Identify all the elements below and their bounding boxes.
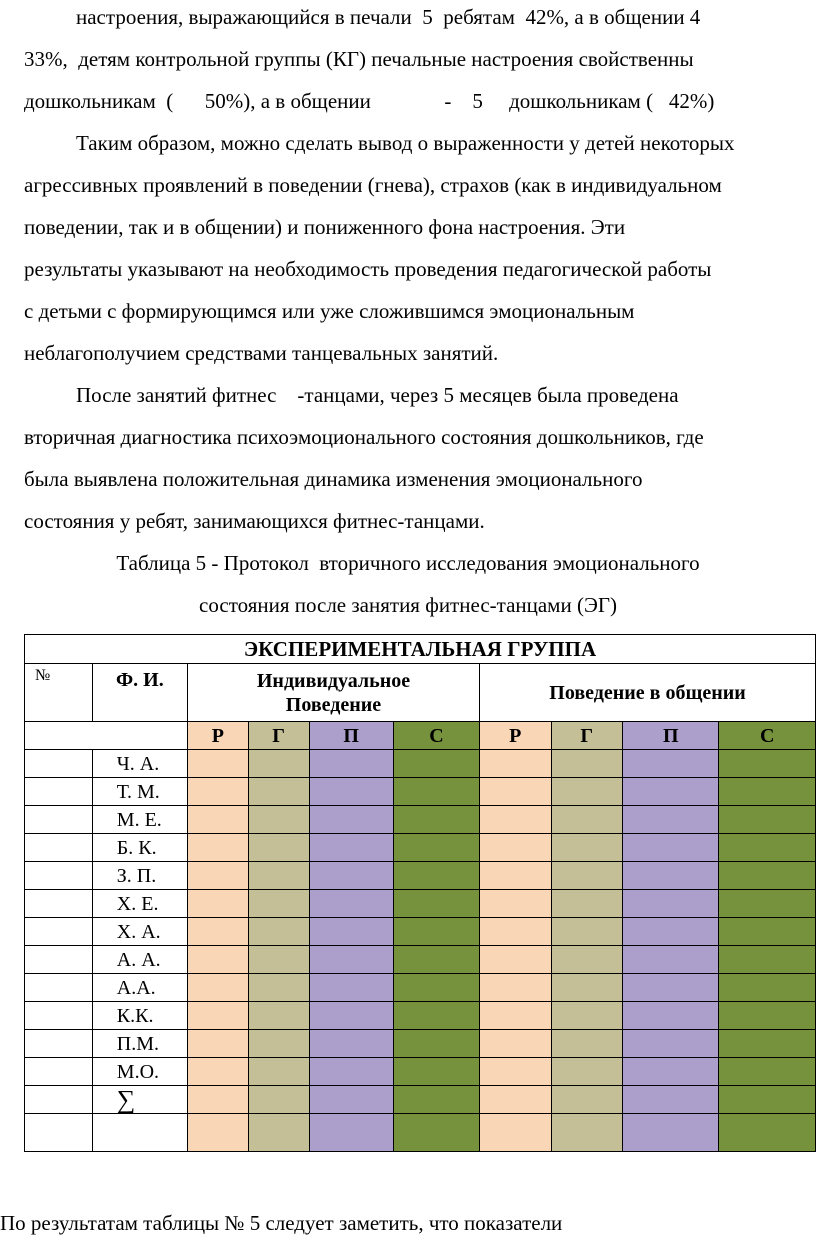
row-name-cell: Ч. А. [92, 750, 187, 778]
paragraph-line: После занятий фитнес -танцами, через 5 месяцев была проведена [76, 383, 679, 407]
score-cell [480, 974, 551, 1002]
table-row [25, 1058, 816, 1086]
row-number-cell [25, 974, 93, 1002]
score-cell [622, 974, 719, 1002]
score-cell [309, 1086, 393, 1114]
score-cell [719, 862, 816, 890]
score-cell [480, 834, 551, 862]
row-number-cell [25, 1030, 93, 1058]
score-cell [480, 862, 551, 890]
column-number-header: № [25, 664, 93, 722]
score-cell [719, 946, 816, 974]
row-number-cell [25, 1086, 93, 1114]
table-row [25, 806, 816, 834]
row-name-cell: М.О. [92, 1058, 187, 1086]
score-cell [551, 1114, 622, 1152]
score-cell [551, 918, 622, 946]
paragraph-line: Таким образом, можно сделать вывод о выраженности у детей некоторых [76, 131, 735, 155]
subheader-individual-0: Р [187, 722, 248, 750]
score-cell [551, 750, 622, 778]
score-cell [393, 806, 479, 834]
row-name-cell: Т. М. [92, 778, 187, 806]
score-cell [393, 890, 479, 918]
score-cell [480, 890, 551, 918]
score-cell [248, 778, 309, 806]
score-cell [393, 918, 479, 946]
score-cell [187, 1030, 248, 1058]
score-cell [393, 946, 479, 974]
score-cell [622, 946, 719, 974]
score-cell [248, 946, 309, 974]
score-cell [393, 1002, 479, 1030]
score-cell [719, 1030, 816, 1058]
row-name-cell [92, 1114, 187, 1152]
table-row [25, 918, 816, 946]
score-cell [393, 1086, 479, 1114]
score-cell [248, 806, 309, 834]
score-cell [480, 1002, 551, 1030]
table-row [25, 946, 816, 974]
score-cell [393, 750, 479, 778]
score-cell [187, 1114, 248, 1152]
row-number-cell [25, 750, 93, 778]
score-cell [393, 778, 479, 806]
table-title: ЭКСПЕРИМЕНТАЛЬНАЯ ГРУППА [25, 635, 816, 664]
table-row [25, 890, 816, 918]
score-cell [622, 1002, 719, 1030]
score-cell [309, 750, 393, 778]
score-cell [187, 890, 248, 918]
score-cell [480, 1086, 551, 1114]
score-cell [187, 806, 248, 834]
score-cell [187, 862, 248, 890]
score-cell [309, 862, 393, 890]
table-row [25, 1114, 816, 1152]
score-cell [551, 834, 622, 862]
row-name-cell: М. Е. [92, 806, 187, 834]
score-cell [551, 946, 622, 974]
score-cell [309, 806, 393, 834]
score-cell [551, 1086, 622, 1114]
score-cell [187, 946, 248, 974]
score-cell [551, 778, 622, 806]
paragraph-line: состояния у ребят, занимающихся фитнес-танцами. [24, 509, 485, 533]
footer-text: По результатам таблицы № 5 следует заметить, что показатели [0, 1211, 563, 1235]
row-name-cell: ∑ [92, 1086, 187, 1114]
score-cell [719, 1114, 816, 1152]
score-cell [187, 1086, 248, 1114]
paragraph-line: дошкольникам ( 50%), а в общении - 5 дошкольникам ( 42%) [24, 89, 715, 113]
row-name-cell: А. А. [92, 946, 187, 974]
table-caption-line1: Таблица 5 - Протокол вторичного исследования эмоционального [116, 551, 700, 575]
subheader-communication-6: П [622, 722, 719, 750]
table-row [25, 750, 816, 778]
score-cell [248, 918, 309, 946]
score-cell [719, 1086, 816, 1114]
subheader-individual-3: С [393, 722, 479, 750]
table-row [25, 1030, 816, 1058]
score-cell [248, 890, 309, 918]
row-name-cell: З. П. [92, 862, 187, 890]
score-cell [622, 918, 719, 946]
row-number-cell [25, 1002, 93, 1030]
subheader-communication-5: Г [551, 722, 622, 750]
score-cell [719, 890, 816, 918]
score-cell [309, 778, 393, 806]
paragraph-line: вторичная диагностика психоэмоционального состояния дошкольников, где [24, 425, 704, 449]
row-name-cell: П.М. [92, 1030, 187, 1058]
score-cell [248, 1114, 309, 1152]
score-cell [622, 862, 719, 890]
table-row [25, 974, 816, 1002]
score-cell [187, 834, 248, 862]
paragraph-line: была выявлена положительная динамика изменения эмоционального [24, 467, 643, 491]
table-caption-line2: состояния после занятия фитнес-танцами (ЭГ) [199, 593, 617, 617]
subheader-communication-7: С [719, 722, 816, 750]
paragraph-line: поведении, так и в общении) и пониженного фона настроения. Эти [24, 215, 626, 239]
score-cell [480, 1058, 551, 1086]
score-cell [187, 778, 248, 806]
score-cell [719, 974, 816, 1002]
subheader-communication-4: Р [480, 722, 551, 750]
score-cell [480, 778, 551, 806]
paragraph-line: настроения, выражающийся в печали 5 ребятам 42%, а в общении 4 [76, 5, 701, 29]
score-cell [187, 1058, 248, 1086]
score-cell [309, 890, 393, 918]
row-name-cell: А.А. [92, 974, 187, 1002]
paragraph-line: 33%, детям контрольной группы (КГ) печальные настроения свойственны [24, 47, 694, 71]
score-cell [309, 1114, 393, 1152]
score-cell [248, 1002, 309, 1030]
score-cell [248, 1086, 309, 1114]
score-cell [551, 806, 622, 834]
score-cell [622, 1114, 719, 1152]
row-name-cell: Б. К. [92, 834, 187, 862]
score-cell [719, 1058, 816, 1086]
score-cell [480, 806, 551, 834]
paragraph-line: агрессивных проявлений в поведении (гнева), страхов (как в индивидуальном [24, 173, 722, 197]
score-cell [393, 1114, 479, 1152]
row-name-cell: Х. А. [92, 918, 187, 946]
score-cell [622, 1030, 719, 1058]
score-cell [393, 974, 479, 1002]
score-cell [248, 974, 309, 1002]
score-cell [248, 1030, 309, 1058]
table-row [25, 834, 816, 862]
group-individual-header: Индивидуальное Поведение [187, 664, 479, 722]
paragraph-line: неблагополучием средствами танцевальных занятий. [24, 341, 499, 365]
score-cell [719, 750, 816, 778]
group-communication-header: Поведение в общении [480, 664, 816, 722]
row-number-cell [25, 778, 93, 806]
table-row [25, 862, 816, 890]
score-cell [187, 750, 248, 778]
score-cell [309, 834, 393, 862]
score-cell [551, 1058, 622, 1086]
score-cell [393, 862, 479, 890]
row-number-cell [25, 918, 93, 946]
score-cell [551, 974, 622, 1002]
score-cell [393, 1030, 479, 1058]
score-cell [248, 1058, 309, 1086]
score-cell [248, 862, 309, 890]
score-cell [480, 1030, 551, 1058]
score-cell [480, 946, 551, 974]
score-cell [309, 1058, 393, 1086]
score-cell [248, 834, 309, 862]
subheader-empty [25, 722, 188, 750]
score-cell [309, 1002, 393, 1030]
score-cell [622, 1058, 719, 1086]
table-row [25, 1086, 816, 1114]
score-cell [622, 1086, 719, 1114]
score-cell [622, 806, 719, 834]
row-number-cell [25, 806, 93, 834]
score-cell [551, 1002, 622, 1030]
row-number-cell [25, 946, 93, 974]
row-number-cell [25, 862, 93, 890]
score-cell [309, 974, 393, 1002]
score-cell [309, 1030, 393, 1058]
score-cell [719, 778, 816, 806]
column-name-header: Ф. И. [92, 664, 187, 722]
row-name-cell: Х. Е. [92, 890, 187, 918]
score-cell [187, 1002, 248, 1030]
score-cell [187, 974, 248, 1002]
score-cell [248, 750, 309, 778]
row-number-cell [25, 1114, 93, 1152]
score-cell [719, 1002, 816, 1030]
paragraph-line: с детьми с формирующимся или уже сложившимся эмоциональным [24, 299, 635, 323]
score-cell [622, 750, 719, 778]
score-cell [622, 890, 719, 918]
score-cell [480, 918, 551, 946]
subheader-individual-1: Г [248, 722, 309, 750]
score-cell [480, 1114, 551, 1152]
score-cell [309, 946, 393, 974]
row-name-cell: К.К. [92, 1002, 187, 1030]
row-number-cell [25, 1058, 93, 1086]
score-cell [393, 834, 479, 862]
score-cell [551, 1030, 622, 1058]
score-cell [480, 750, 551, 778]
score-cell [622, 834, 719, 862]
protocol-table [24, 634, 816, 1152]
score-cell [719, 806, 816, 834]
score-cell [551, 890, 622, 918]
score-cell [393, 1058, 479, 1086]
table-row [25, 1002, 816, 1030]
score-cell [622, 778, 719, 806]
row-number-cell [25, 890, 93, 918]
score-cell [551, 862, 622, 890]
score-cell [719, 834, 816, 862]
subheader-individual-2: П [309, 722, 393, 750]
row-number-cell [25, 834, 93, 862]
score-cell [309, 918, 393, 946]
score-cell [187, 918, 248, 946]
paragraph-line: результаты указывают на необходимость проведения педагогической работы [24, 257, 712, 281]
score-cell [719, 918, 816, 946]
table-row [25, 778, 816, 806]
